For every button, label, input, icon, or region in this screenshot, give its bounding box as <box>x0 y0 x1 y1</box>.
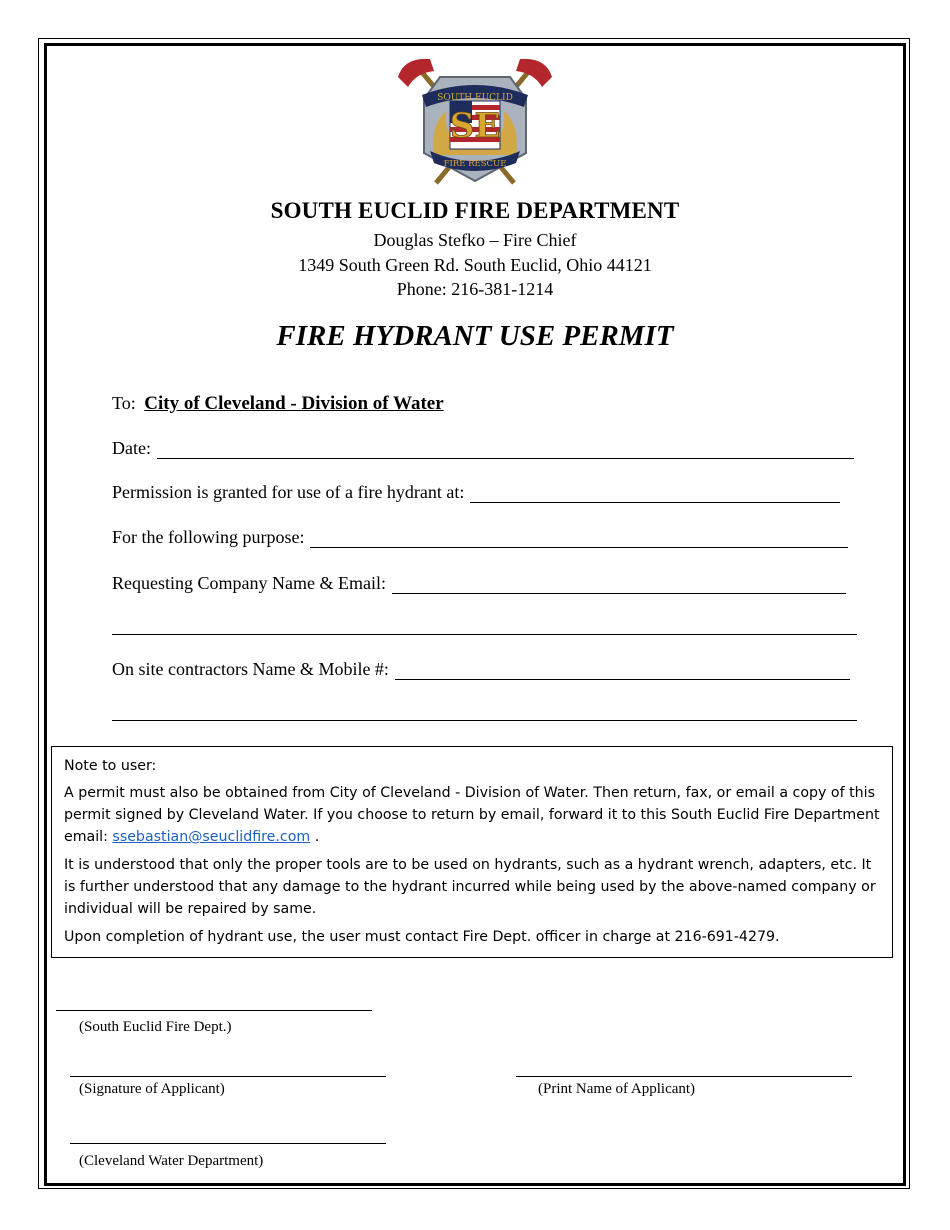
note-permit-text: A permit must also be obtained from City of Cleveland - Division of Water. Then return, fax, or email a copy of this permit signed by Cleveland Water. If you choose to return by email, forward it to this South Euclid Fire Department email: <box>64 785 880 845</box>
applicant-print-name-line[interactable] <box>516 1076 852 1077</box>
phone-line: Phone: 216-381-1214 <box>396 279 554 299</box>
note-paragraph-permit <box>64 782 880 848</box>
applicant-signature-line[interactable] <box>70 1076 386 1077</box>
cleveland-water-signature-label: (Cleveland Water Department) <box>79 1153 264 1169</box>
date-label: Date: <box>112 438 151 458</box>
company-blank[interactable] <box>392 579 846 594</box>
fire-dept-signature-label: (South Euclid Fire Dept.) <box>79 1019 232 1035</box>
contractors-field <box>112 659 850 680</box>
email-link[interactable]: ssebastian@seuclidfire.com <box>112 829 311 845</box>
fire-department-logo-icon <box>394 55 556 185</box>
fire-chief-line: Douglas Stefko – Fire Chief <box>373 230 577 250</box>
to-label: To: <box>112 393 136 413</box>
note-permit-end: . <box>310 829 320 845</box>
to-recipient: City of Cleveland - Division of Water <box>144 393 444 414</box>
note-box <box>51 746 893 958</box>
permission-label: Permission is granted for use of a fire hydrant at: <box>112 482 465 502</box>
permit-title: FIRE HYDRANT USE PERMIT <box>276 320 674 352</box>
logo-bottom-banner-text: FIRE RESCUE <box>443 159 507 169</box>
department-name: SOUTH EUCLID FIRE DEPARTMENT <box>270 198 680 223</box>
logo-top-banner-text: SOUTH EUCLID <box>437 93 513 103</box>
date-blank[interactable] <box>157 444 854 459</box>
purpose-field <box>112 527 848 548</box>
address-line: 1349 South Green Rd. South Euclid, Ohio 44121 <box>298 255 652 275</box>
purpose-blank[interactable] <box>310 533 848 548</box>
company-field <box>112 573 846 594</box>
to-row <box>112 393 444 415</box>
cleveland-water-signature-line[interactable] <box>70 1143 386 1144</box>
company-label: Requesting Company Name & Email: <box>112 573 386 593</box>
fire-dept-signature-line[interactable] <box>56 1010 372 1011</box>
contractors-blank[interactable] <box>395 665 850 680</box>
company-extra-blank[interactable] <box>112 634 857 635</box>
hydrant-location-blank[interactable] <box>470 488 840 503</box>
note-paragraph-completion: Upon completion of hydrant use, the user must contact Fire Dept. officer in charge at 216-691-4279. <box>64 929 780 945</box>
hydrant-location-field <box>112 482 840 503</box>
contractors-extra-blank[interactable] <box>112 720 857 721</box>
applicant-print-name-label: (Print Name of Applicant) <box>538 1081 696 1097</box>
logo-monogram: SE <box>449 106 501 146</box>
purpose-label: For the following purpose: <box>112 527 305 547</box>
note-title: Note to user: <box>64 758 157 774</box>
applicant-signature-label: (Signature of Applicant) <box>79 1081 225 1097</box>
contractors-label: On site contractors Name & Mobile #: <box>112 659 389 679</box>
date-field <box>112 438 854 459</box>
note-paragraph-tools: It is understood that only the proper tools are to be used on hydrants, such as a hydrant wrench, adapters, etc. It is further understood that any damage to the hydrant incurred while being used by the above-named company or individual will be repaired by same. <box>64 857 876 917</box>
